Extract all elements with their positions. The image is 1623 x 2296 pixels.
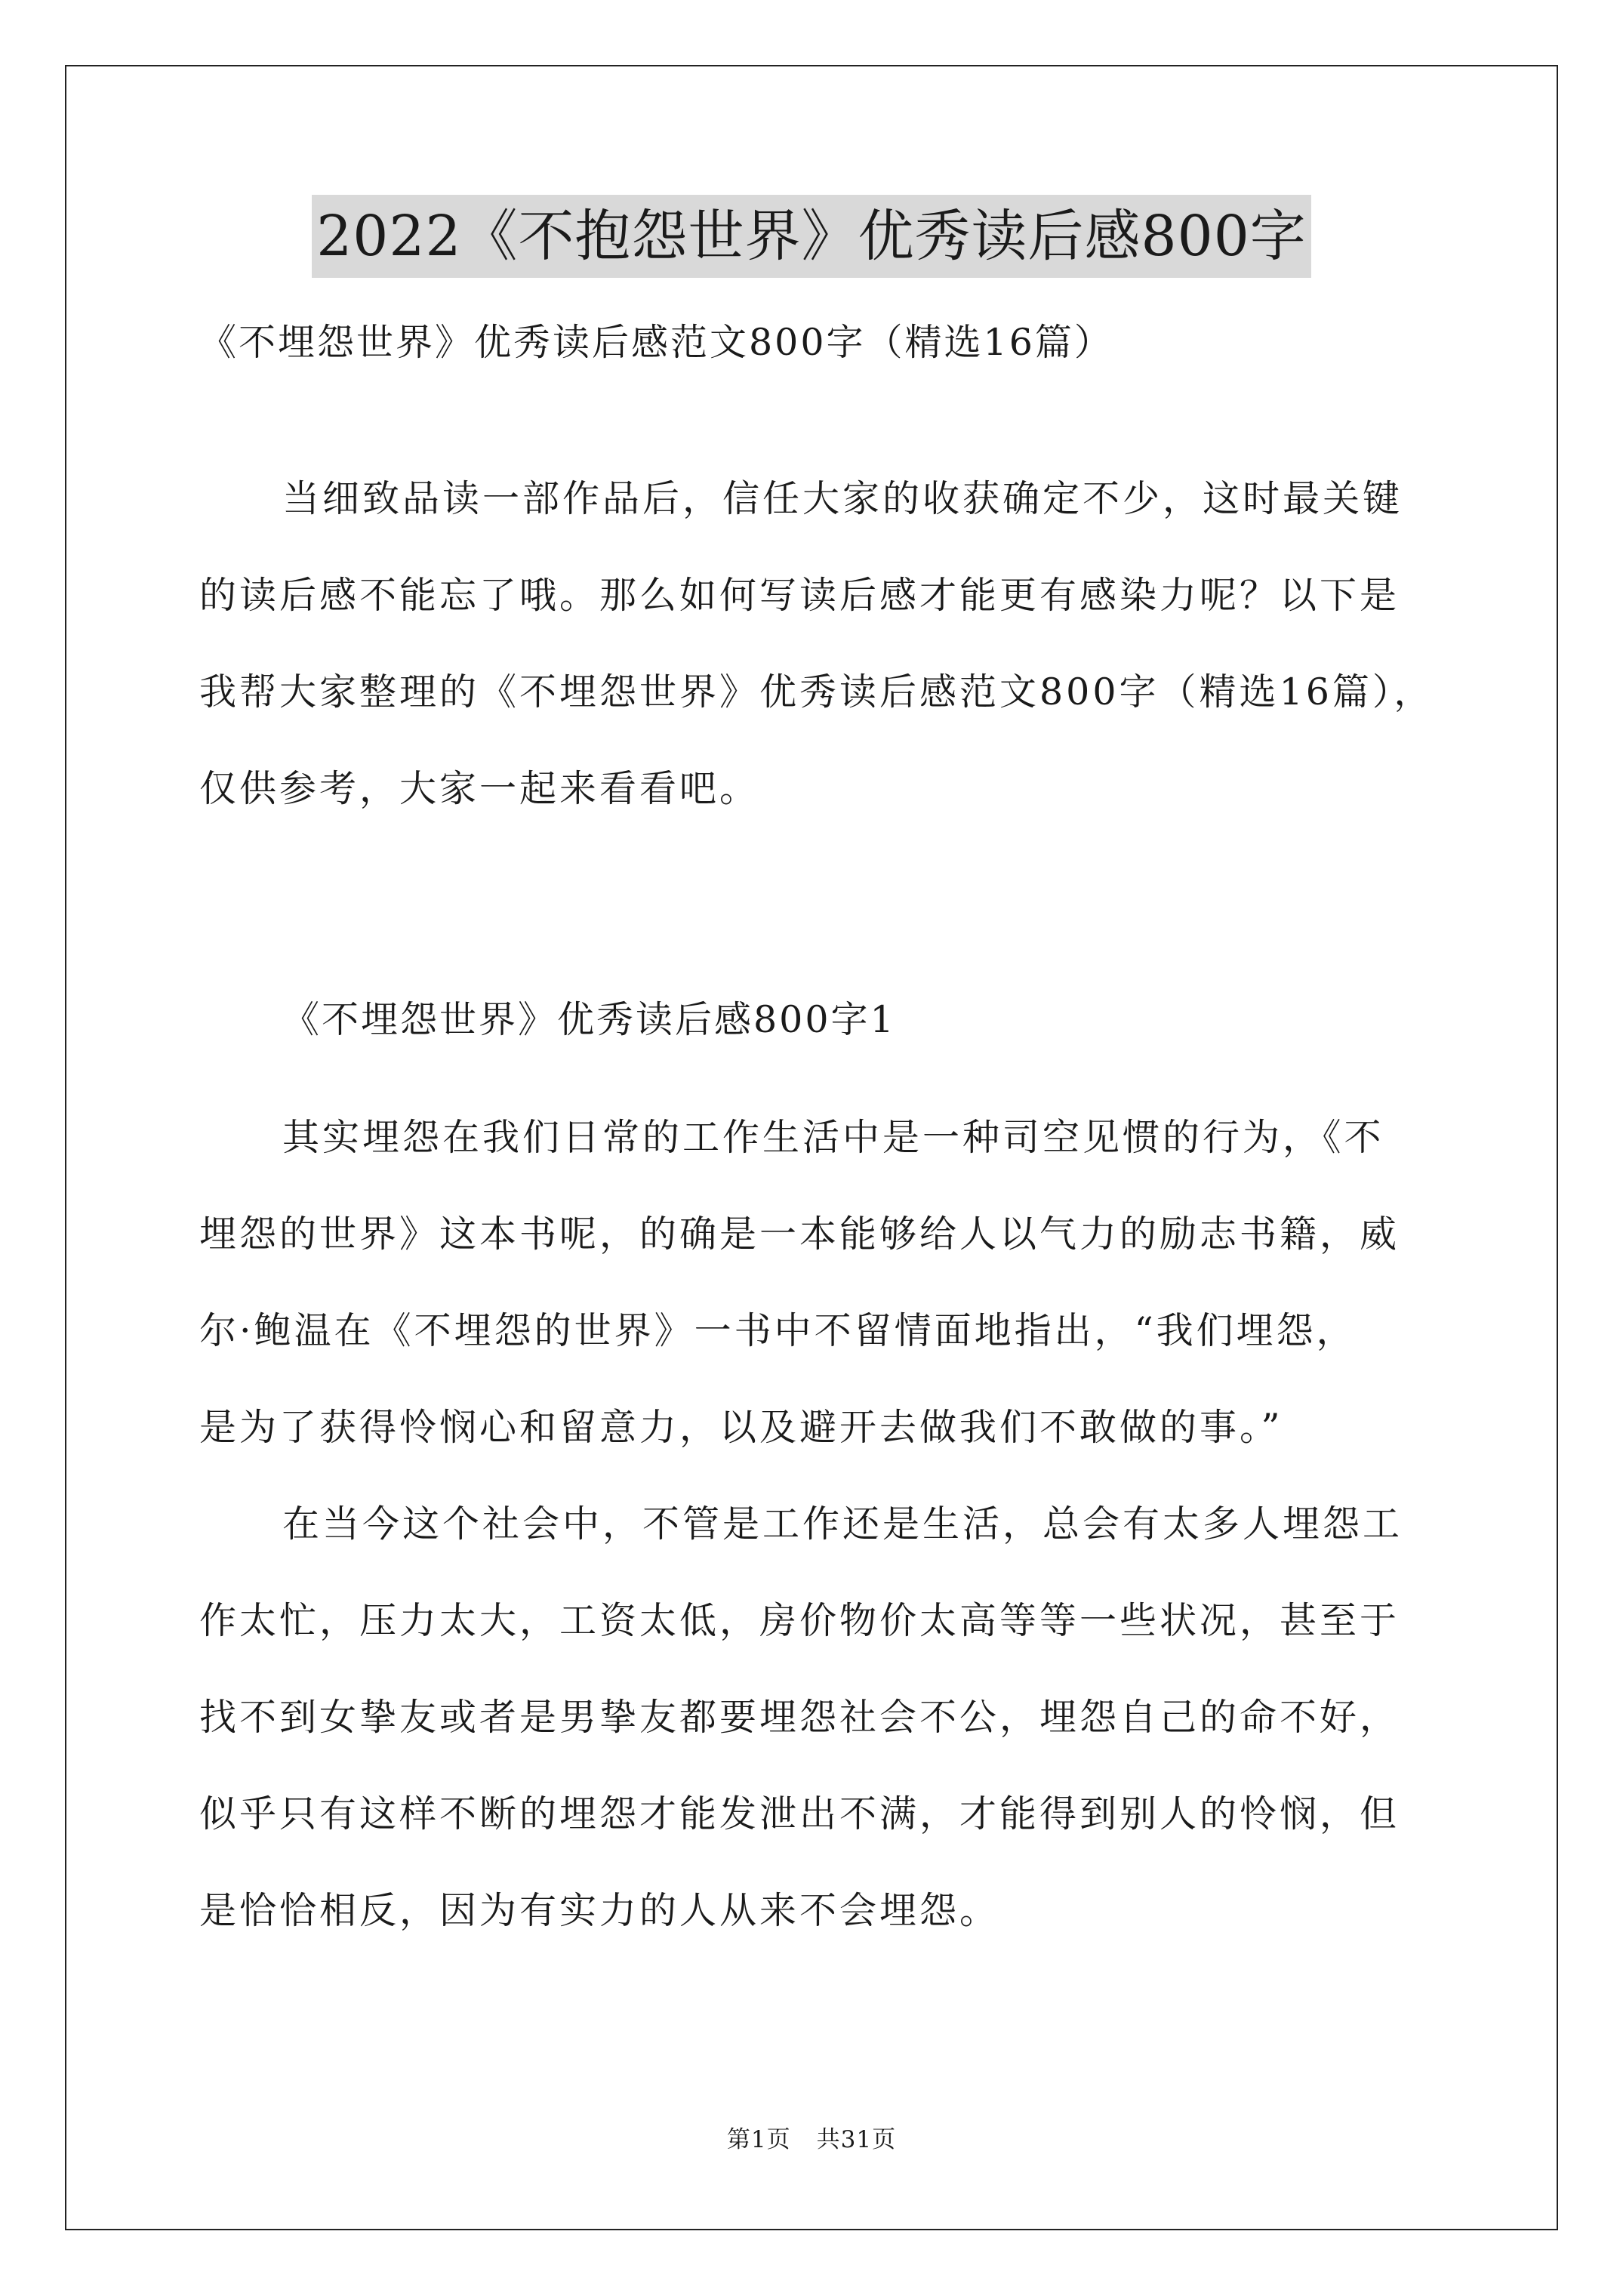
- paragraph-line: 仅供参考，大家一起来看看吧。: [199, 767, 760, 810]
- body-paragraph-1: [199, 1089, 1437, 1476]
- paragraph-line: 是为了获得怜悯心和留意力，以及避开去做我们不敢做的事。”: [199, 1406, 1283, 1449]
- paragraph-line: 当细致品读一部作品后，信任大家的收获确定不少，这时最关键: [282, 477, 1403, 520]
- paragraph-line: 埋怨的世界》这本书呢，的确是一本能够给人以气力的励志书籍，威: [199, 1213, 1400, 1256]
- intro-paragraph: [199, 451, 1437, 837]
- paragraph-line: 在当今这个社会中，不管是工作还是生活，总会有太多人埋怨工: [282, 1502, 1403, 1546]
- page-footer: [0, 2120, 1623, 2154]
- paragraph-line: 是恰恰相反，因为有实力的人从来不会埋怨。: [199, 1889, 1000, 1932]
- paragraph-line: 我帮大家整理的《不埋怨世界》优秀读后感范文800字（精选16篇），: [199, 670, 1434, 713]
- body-paragraph-2: [199, 1476, 1437, 1959]
- paragraph-line: 尔·鲍温在《不埋怨的世界》一书中不留情面地指出，“我们埋怨，: [199, 1309, 1357, 1352]
- page-number-total: 共31页: [816, 2126, 897, 2153]
- section-heading: 《不埋怨世界》优秀读后感800字1: [282, 998, 896, 1041]
- page-number-current: 第1页: [726, 2126, 791, 2153]
- paragraph-line: 的读后感不能忘了哦。那么如何写读后感才能更有感染力呢？以下是: [199, 574, 1400, 617]
- paragraph-line: 其实埋怨在我们日常的工作生活中是一种司空见惯的行为，《不: [282, 1116, 1384, 1159]
- paragraph-line: 作太忙，压力太大，工资太低，房价物价太高等等一些状况，甚至于: [199, 1599, 1400, 1642]
- paragraph-line: 找不到女挚友或者是男挚友都要埋怨社会不公，埋怨自己的命不好，: [199, 1696, 1400, 1739]
- title-container: [0, 195, 1623, 278]
- paragraph-line: 似乎只有这样不断的埋怨才能发泄出不满，才能得到别人的怜悯，但: [199, 1792, 1400, 1835]
- document-subtitle: 《不埋怨世界》优秀读后感范文800字（精选16篇）: [199, 321, 1113, 364]
- document-title: 2022《不抱怨世界》优秀读后感800字: [312, 195, 1311, 278]
